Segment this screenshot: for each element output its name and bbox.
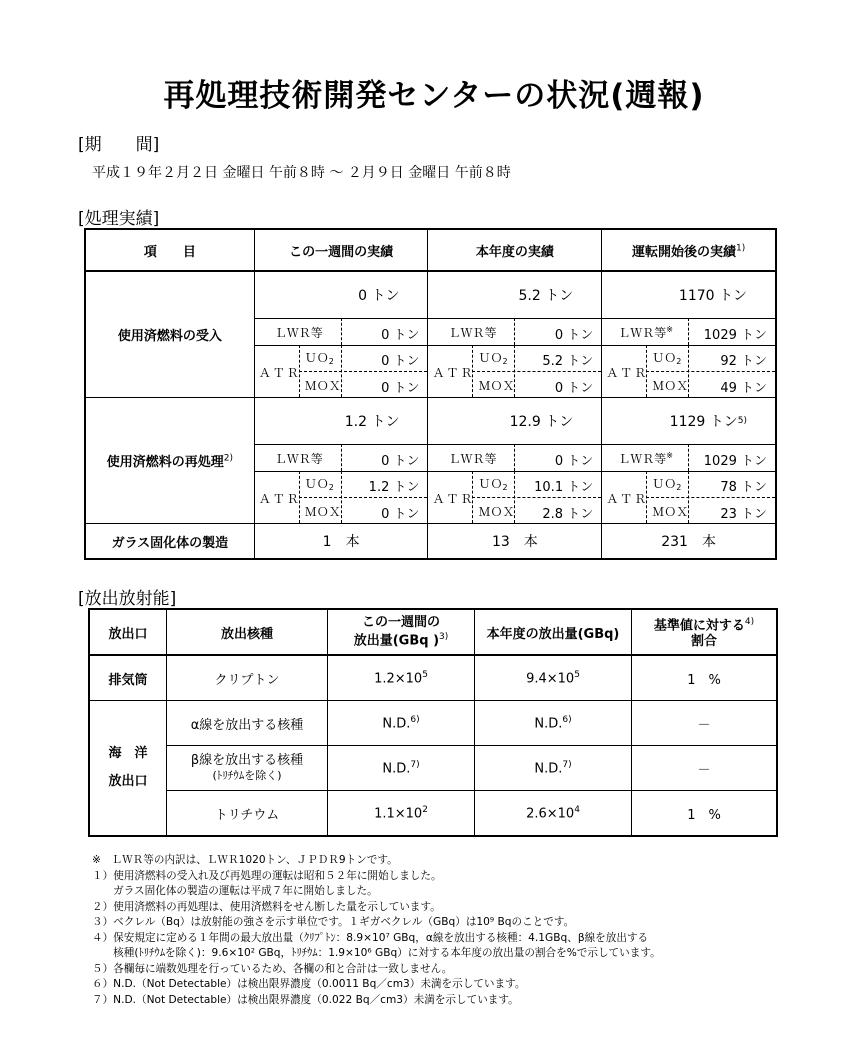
- header-year-release: 本年度の放出量(GBq): [475, 609, 632, 655]
- reprocess-year-cell: [428, 398, 601, 523]
- uo2-label-text: ＵＯ: [652, 477, 677, 491]
- atr-block: [602, 345, 775, 397]
- footnote: ４）保安規定に定める１年間の最大放出量（ｸﾘﾌﾟﾄﾝ：8.9×10⁷ GBq，α線を放出する核種：4.1GBq、β線を放出する: [92, 931, 649, 944]
- header-outlet: 放出口: [89, 609, 167, 655]
- total-text: 1129 トン: [669, 414, 738, 430]
- uo2-label: [652, 349, 681, 366]
- uo2-label-text: ＵＯ: [652, 351, 677, 365]
- atr-label: ＡＴＲ: [258, 492, 301, 506]
- dash-divider: [299, 371, 428, 372]
- uo2-label: [478, 475, 507, 492]
- krypton-year-exp: 5: [574, 669, 580, 680]
- nuclide-beta-line2: (ﾄﾘﾁｳﾑを除く): [212, 769, 282, 782]
- total-note: 5): [737, 416, 747, 426]
- period-text: 平成１９年２月２日 金曜日 午前８時 ～ ２月９日 金曜日 午前８時: [92, 165, 511, 181]
- header-ratio: [632, 609, 778, 655]
- footnote: ２）使用済燃料の再処理は、使用済燃料をせん断した量を示しています。: [92, 900, 441, 913]
- tritium-year: [475, 791, 632, 837]
- lwr-value: 1029 トン: [703, 454, 767, 469]
- total-text: 5.2 トン: [518, 288, 574, 304]
- nuclide-tritium: トリチウム: [167, 791, 328, 837]
- krypton-year: [475, 655, 632, 701]
- dash-divider: [341, 318, 342, 345]
- glass-week: 1 本: [254, 524, 428, 560]
- glass-total: 231 本: [602, 524, 776, 560]
- mox-label: ＭＯＸ: [304, 505, 341, 519]
- total-text: 0 トン: [358, 288, 400, 304]
- processing-table: [84, 228, 777, 560]
- uo2-label: [305, 349, 334, 366]
- krypton-week: [328, 655, 475, 701]
- lwr-label-text: ＬＷＲ等: [618, 326, 667, 340]
- reprocess-label: 使用済燃料の再処理: [106, 455, 224, 470]
- tritium-week: [328, 791, 475, 837]
- uo2-value: 92 トン: [720, 354, 767, 369]
- dash-divider: [514, 444, 515, 471]
- lwr-label-text: ＬＷＲ等: [618, 452, 667, 466]
- dash-divider: [341, 444, 342, 471]
- lwr-label: [618, 324, 673, 341]
- dash-divider: [472, 497, 601, 498]
- beta-week-value: N.D.: [382, 761, 411, 777]
- uo2-label-text: ＵＯ: [304, 351, 329, 365]
- header-week-note: 3): [439, 632, 449, 643]
- dash-divider: [688, 318, 689, 345]
- dash-divider: [472, 371, 601, 372]
- atr-label: ＡＴＲ: [432, 492, 475, 506]
- alpha-week-note: 6): [410, 714, 420, 725]
- tritium-year-exp: 4: [574, 804, 580, 815]
- header-week-release: [328, 609, 475, 655]
- lwr-row: [255, 444, 428, 472]
- lwr-label-text: ＬＷＲ等: [448, 326, 497, 340]
- beta-year-note: 7): [562, 759, 572, 770]
- alpha-ratio: －: [632, 701, 778, 746]
- lwr-label-text: ＬＷＲ等: [274, 326, 323, 340]
- reprocess-week-cell: [255, 398, 428, 523]
- tritium-year-value: 2.6×10: [526, 806, 575, 822]
- dash-divider: [514, 318, 515, 345]
- lwr-value: 0 トン: [381, 328, 420, 343]
- beta-week-note: 7): [410, 759, 420, 770]
- lwr-label: [275, 324, 323, 341]
- alpha-week: [328, 701, 475, 746]
- reprocess-label-cell: [85, 398, 254, 524]
- krypton-week-value: 1.2×10: [374, 671, 423, 687]
- lwr-value: 0 トン: [381, 454, 420, 469]
- uo2-subscript: 2: [676, 357, 682, 366]
- alpha-year: [475, 701, 632, 746]
- star-mark: ※: [666, 325, 673, 334]
- footnotes: [92, 853, 661, 1008]
- total-text: 1.2 トン: [344, 414, 400, 430]
- footnote: １）使用済燃料の受入れ及び再処理の運転は昭和５２年に開始しました。: [92, 869, 442, 882]
- reprocess-note: 2): [223, 453, 234, 464]
- page-title: 再処理技術開発センターの状況(週報): [163, 78, 705, 114]
- uo2-value: 1.2 トン: [368, 480, 420, 495]
- uo2-label-text: ＵＯ: [478, 351, 503, 365]
- uo2-label: [305, 475, 334, 492]
- ocean-label-1: 海 洋: [108, 746, 148, 761]
- total-value: [255, 398, 428, 445]
- mox-value: 0 トン: [381, 507, 420, 522]
- atr-block: [428, 471, 601, 523]
- alpha-year-note: 6): [562, 714, 572, 725]
- footnote: 核種(ﾄﾘﾁｳﾑを除く)：9.6×10² GBq，ﾄﾘﾁｳﾑ：1.9×10⁶ GBq）に対する本年度の放出量の割合を%で示しています。: [92, 947, 661, 959]
- header-week: この一週間の実績: [254, 229, 428, 271]
- tritium-ratio: 1 %: [632, 791, 778, 837]
- dash-divider: [299, 497, 428, 498]
- receipt-year-cell: [428, 272, 601, 397]
- header-week-line2-text: 放出量(GBq ): [353, 633, 440, 649]
- reprocess-total-cell: [602, 398, 775, 523]
- beta-ratio: －: [632, 746, 778, 791]
- lwr-label-text: ＬＷＲ等: [274, 452, 323, 466]
- lwr-row: [602, 444, 775, 472]
- tritium-week-exp: 2: [422, 804, 428, 815]
- uo2-subscript: 2: [328, 483, 334, 492]
- mox-value: 23 トン: [720, 507, 767, 522]
- uo2-value: 0 トン: [381, 354, 420, 369]
- footnote: ５）各欄毎に端数処理を行っているため、各欄の和と合計は一致しません。: [92, 962, 453, 975]
- uo2-subscript: 2: [502, 483, 508, 492]
- lwr-row: [602, 318, 775, 346]
- ocean-label: [89, 701, 167, 837]
- footnote: ※ ＬＷＲ等の内訳は、ＬＷＲ1020トン、ＪＰＤＲ9トンです。: [92, 854, 398, 866]
- header-week-line2: [328, 630, 474, 648]
- processing-heading: [処理実績]: [78, 209, 160, 229]
- krypton-year-value: 9.4×10: [526, 671, 575, 687]
- lwr-row: [428, 318, 601, 346]
- total-value: [602, 272, 775, 319]
- total-value: [255, 272, 428, 319]
- mox-label: ＭＯＸ: [478, 379, 515, 393]
- total-text: 1170 トン: [678, 288, 747, 304]
- krypton-ratio: 1 %: [632, 655, 778, 701]
- dash-divider: [646, 497, 775, 498]
- header-total-label: 運転開始後の実績: [631, 244, 736, 260]
- uo2-value: 10.1 トン: [534, 480, 594, 495]
- lwr-label: [275, 450, 323, 467]
- mox-label: ＭＯＸ: [304, 379, 341, 393]
- atr-block: [255, 471, 428, 523]
- mox-label: ＭＯＸ: [652, 379, 689, 393]
- header-year: 本年度の実績: [428, 229, 602, 271]
- lwr-label: [618, 450, 673, 467]
- uo2-value: 78 トン: [720, 480, 767, 495]
- footnote: ３）ベクレル（Bq）は放射能の強さを示す単位です。１ギガベクレル（GBq）は10⁹ Bqのことです。: [92, 916, 575, 928]
- lwr-label-text: ＬＷＲ等: [448, 452, 497, 466]
- total-value: [428, 398, 601, 445]
- stack-label: 排気筒: [89, 655, 167, 701]
- alpha-week-value: N.D.: [382, 716, 411, 732]
- atr-label: ＡＴＲ: [258, 366, 301, 380]
- footnote: ６）N.D.（Not Detectable）は検出限界濃度（0.0011 Bq／cm3）未満を示しています。: [92, 978, 526, 990]
- header-week-line1: この一週間の: [361, 615, 440, 631]
- header-nuclide: 放出核種: [167, 609, 328, 655]
- lwr-label: [448, 324, 496, 341]
- glass-label: ガラス固化体の製造: [85, 524, 254, 560]
- receipt-total-cell: [602, 272, 775, 397]
- atr-label: ＡＴＲ: [606, 366, 649, 380]
- mox-value: 49 トン: [720, 381, 767, 396]
- uo2-subscript: 2: [676, 483, 682, 492]
- star-mark: ※: [666, 451, 673, 460]
- mox-label: ＭＯＸ: [652, 505, 689, 519]
- alpha-year-value: N.D.: [534, 716, 563, 732]
- footnote: ７）N.D.（Not Detectable）は検出限界濃度（0.022 Bq／cm3）未満を示しています。: [92, 993, 519, 1006]
- uo2-label: [652, 475, 681, 492]
- header-ratio-line1: [632, 615, 776, 633]
- period-heading: [期 間]: [78, 135, 160, 155]
- krypton-week-exp: 5: [422, 669, 428, 680]
- beta-year-value: N.D.: [534, 761, 563, 777]
- beta-year: [475, 746, 632, 791]
- footnote: ガラス固化体の製造の運転は平成７年に開始しました。: [92, 885, 378, 897]
- nuclide-krypton: クリプトン: [167, 655, 328, 701]
- total-value: [602, 398, 775, 445]
- ocean-label-2: 放出口: [108, 774, 148, 789]
- atr-block: [602, 471, 775, 523]
- receipt-label: 使用済燃料の受入: [85, 271, 254, 398]
- mox-value: 2.8 トン: [542, 507, 594, 522]
- nuclide-alpha: α線を放出する核種: [167, 701, 328, 746]
- uo2-label-text: ＵＯ: [304, 477, 329, 491]
- dash-divider: [646, 371, 775, 372]
- nuclide-beta-line1: β線を放出する核種: [190, 753, 304, 768]
- total-text: 12.9 トン: [509, 414, 574, 430]
- header-item: 項 目: [85, 229, 254, 271]
- tritium-week-value: 1.1×10: [374, 806, 423, 822]
- lwr-row: [428, 444, 601, 472]
- mox-value: 0 トン: [554, 381, 594, 396]
- mox-label: ＭＯＸ: [478, 505, 515, 519]
- atr-label: ＡＴＲ: [606, 492, 649, 506]
- uo2-value: 5.2 トン: [542, 354, 594, 369]
- lwr-value: 0 トン: [554, 328, 594, 343]
- receipt-week-cell: [255, 272, 428, 397]
- glass-year: 13 本: [428, 524, 602, 560]
- atr-block: [428, 345, 601, 397]
- header-total-note: 1): [735, 243, 746, 254]
- atr-label: ＡＴＲ: [432, 366, 475, 380]
- lwr-value: 0 トン: [554, 454, 594, 469]
- lwr-value: 1029 トン: [703, 328, 767, 343]
- mox-value: 0 トン: [381, 381, 420, 396]
- uo2-subscript: 2: [502, 357, 508, 366]
- dash-divider: [688, 444, 689, 471]
- atr-block: [255, 345, 428, 397]
- lwr-label: [448, 450, 496, 467]
- release-heading: [放出放射能]: [78, 589, 177, 609]
- uo2-subscript: 2: [328, 357, 334, 366]
- release-table: [88, 608, 778, 837]
- header-ratio-note: 4): [744, 617, 755, 628]
- header-ratio-line2: 割合: [690, 633, 717, 649]
- uo2-label-text: ＵＯ: [478, 477, 503, 491]
- total-value: [428, 272, 601, 319]
- nuclide-beta: [167, 746, 328, 791]
- uo2-label: [478, 349, 507, 366]
- header-ratio-line1-text: 基準値に対する: [653, 618, 745, 634]
- lwr-row: [255, 318, 428, 346]
- header-total: [602, 229, 776, 271]
- beta-week: [328, 746, 475, 791]
